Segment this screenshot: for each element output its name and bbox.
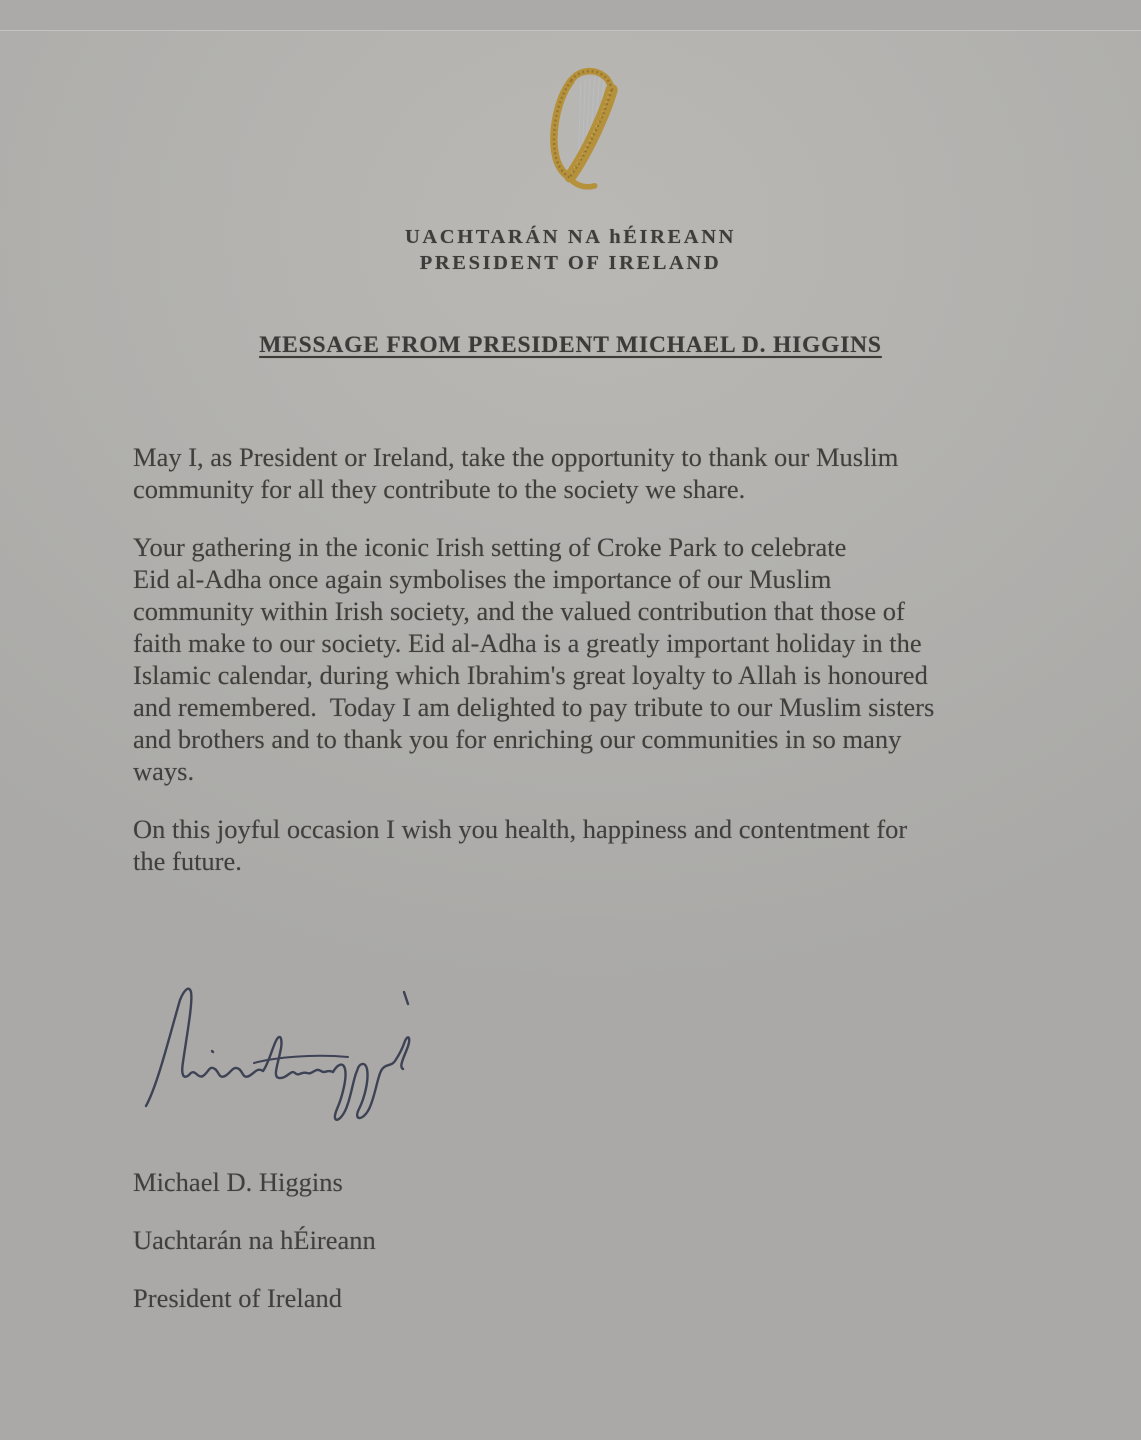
paragraph-3 <box>133 813 1003 877</box>
body-line: Islamic calendar, during which Ibrahim's great loyalty to Allah is honoured <box>133 660 928 690</box>
body-line: faith make to our society. Eid al-Adha is a greatly important holiday in the <box>133 628 922 658</box>
signoff-name: Michael D. Higgins <box>133 1167 343 1197</box>
body-line: and remembered. Today I am delighted to pay tribute to our Muslim sisters <box>133 692 935 722</box>
letter-body <box>133 441 1003 903</box>
body-line: Your gathering in the iconic Irish setting of Croke Park to celebrate <box>133 532 847 562</box>
body-line: and brothers and to thank you for enriching our communities in so many <box>133 724 902 754</box>
signoff-title-english: President of Ireland <box>133 1283 342 1313</box>
signoff-block <box>133 1166 376 1340</box>
paragraph-1 <box>133 441 1003 505</box>
body-line: community within Irish society, and the valued contribution that those of <box>133 596 905 626</box>
body-line: On this joyful occasion I wish you health, happiness and contentment for <box>133 814 908 844</box>
paragraph-2 <box>133 531 1003 787</box>
body-line: ways. <box>133 756 195 786</box>
signoff-title-irish: Uachtarán na hÉireann <box>133 1225 376 1255</box>
body-line: Eid al-Adha once again symbolises the importance of our Muslim <box>133 564 832 594</box>
body-line: community for all they contribute to the society we share. <box>133 474 746 504</box>
handwritten-signature-icon <box>136 972 456 1137</box>
letter-title: MESSAGE FROM PRESIDENT MICHAEL D. HIGGINS <box>259 332 882 358</box>
photo-top-edge-strip <box>0 0 1141 31</box>
irish-harp-emblem-icon <box>543 66 637 208</box>
letterhead <box>0 224 1141 276</box>
body-line: May I, as President or Ireland, take the opportunity to thank our Muslim <box>133 442 899 472</box>
letterhead-english-title: PRESIDENT OF IRELAND <box>419 252 722 274</box>
letterhead-irish-title: UACHTARÁN NA hÉIREANN <box>405 226 736 248</box>
body-line: the future. <box>133 846 242 876</box>
